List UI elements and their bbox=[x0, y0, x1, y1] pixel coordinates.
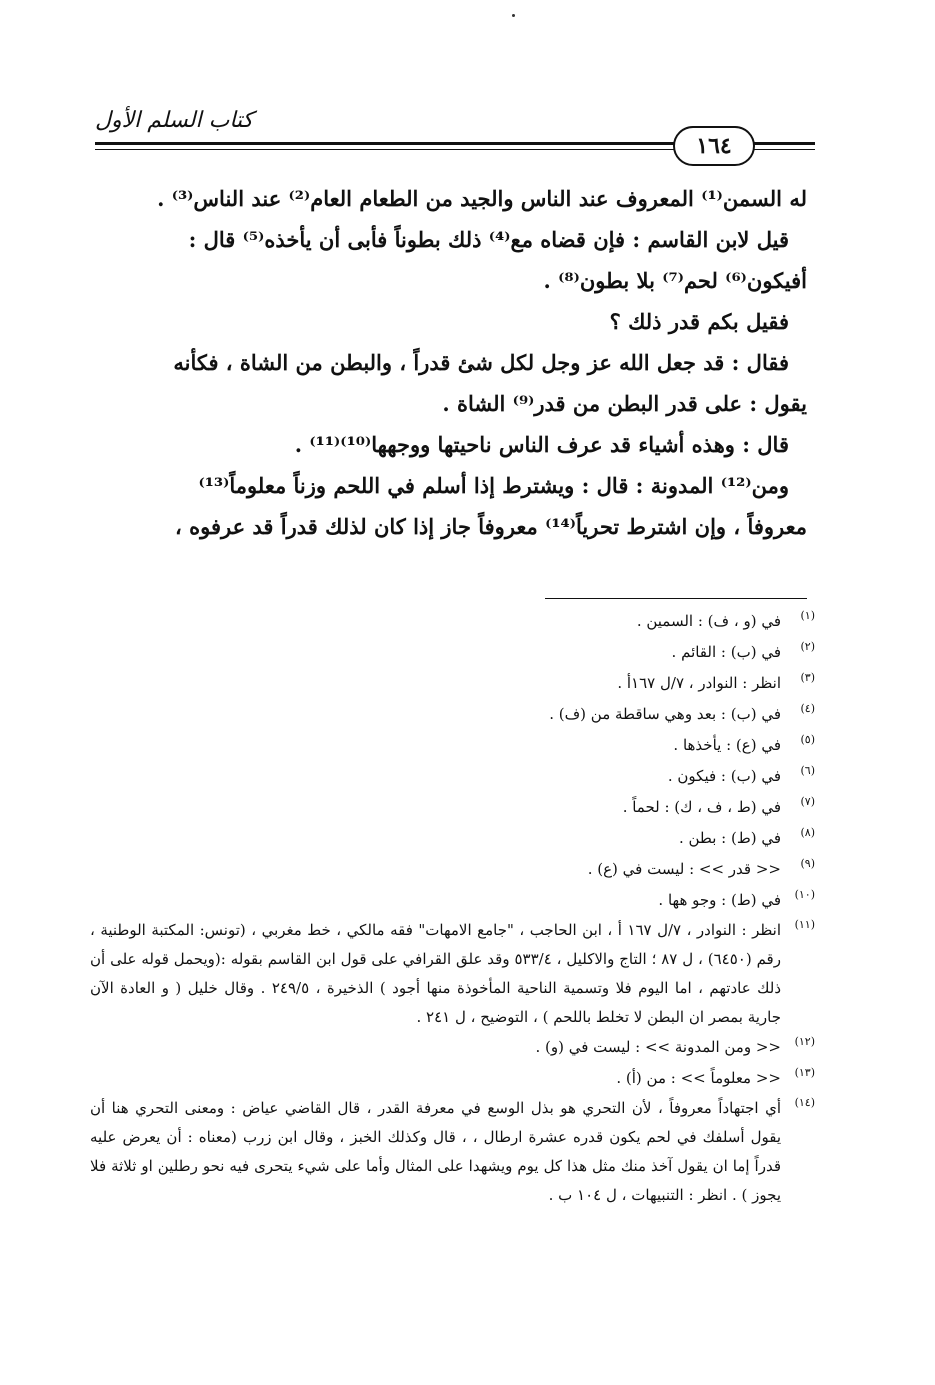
book-title: كتاب السلم الأول bbox=[95, 108, 254, 133]
footnote bbox=[90, 761, 815, 792]
footnote-text: في (ط ، ف ، ك) : لحماً . bbox=[622, 798, 781, 816]
footnote-text: انظر : النوادر ، ٧/ل ١٦٧ أ ، ابن الحاجب ، "جامع الامهات" فقه مالكي ، خط مغربي ، (تونس: المكتبة الوطنية ، رقم (٦٤٥٠) ، ل ٨٧ ؛ التاج والاكليل ، ٥٣٣/٤ وقد علق القرافي على قول ابن القاسم بقوله :(ويحمل قوله على أن ذلك عادتهم ، اما اليوم فلا وتسمية الناحية المأخوذة منها أجود ) الذخيرة ، ٢٤٩/٥ . وقال خليل ( و العادة الآن جارية بمصر ان البطن لا تخلط باللحم ) ، التوضيح ، ل ٢٤١ . bbox=[90, 921, 782, 1026]
footnote-number: (٦) bbox=[800, 764, 815, 777]
footnote-number: (٤) bbox=[800, 702, 815, 715]
footnote bbox=[90, 854, 815, 885]
footnote-number: (١٢) bbox=[794, 1035, 815, 1048]
body-line: له السمن⁽¹⁾ المعروف عند الناس والجيد من الطعام العام⁽²⁾ عند الناس⁽³⁾ . bbox=[157, 186, 807, 211]
footnote bbox=[90, 885, 815, 916]
footnote bbox=[90, 637, 815, 668]
page-number: ١٦٤ bbox=[673, 126, 755, 166]
footnote-text: في (ع) : يأخذها . bbox=[673, 736, 781, 754]
footnote bbox=[90, 1032, 815, 1063]
footnote bbox=[90, 916, 815, 1032]
footnote-number: (٣) bbox=[800, 671, 815, 684]
body-line: قال : وهذه أشياء قد عرف الناس ناحيتها ووجهها⁽¹⁰⁾⁽¹¹⁾ . bbox=[294, 432, 789, 457]
footnote-number: (٥) bbox=[800, 733, 815, 746]
footnote-number: (١) bbox=[800, 609, 815, 622]
footnote bbox=[90, 1094, 815, 1210]
footnote-text: في (ب) : فيكون . bbox=[667, 767, 781, 785]
footnote-text: في (و ، ف) : السمين . bbox=[636, 612, 781, 630]
footnote bbox=[90, 823, 815, 854]
footnote bbox=[90, 730, 815, 761]
footnote-number: (٨) bbox=[800, 826, 815, 839]
footnote-text: أي اجتهاداً معروفاً ، لأن التحري هو بذل الوسع في معرفة القدر ، قال القاضي عياض : ومعنى التحري هنا أن يقول أسلفك في لحم يكون قدره عشرة ارطال ، ، قال وكذلك الخبز ، وقال ابن زرب (معناه : أن يعرض عليه قدراً إما ان يقول آخذ منك مثل هذا كل يوم ويشهدا على المثال وأما على شيء يتحرى فيه نحو رطلين او ثلاثة فلا يجوز ) . انظر : التنبيهات ، ل ١٠٤ ب . bbox=[90, 1099, 781, 1204]
footnote-text: في (ب) : القائم . bbox=[671, 643, 781, 661]
footnote bbox=[90, 792, 815, 823]
body-line: أفيكون⁽⁶⁾ لحم⁽⁷⁾ بلا بطون⁽⁸⁾ . bbox=[543, 268, 807, 293]
footnote bbox=[90, 699, 815, 730]
body-line: فقيل بكم قدر ذلك ؟ bbox=[609, 309, 789, 334]
footnote-text: << معلوماً >> : من (أ) . bbox=[616, 1069, 781, 1087]
footnote-number: (١٣) bbox=[794, 1066, 815, 1079]
footnote-text: انظر : النوادر ، ٧/ل ١٦٧أ . bbox=[617, 674, 781, 692]
footnote-number: (١٠) bbox=[794, 888, 815, 901]
footnote-text: << ومن المدونة >> : ليست في (و) . bbox=[535, 1038, 781, 1056]
footnote-separator bbox=[545, 598, 807, 599]
body-line: فقال : قد جعل الله عز وجل لكل شئ قدراً ، والبطن من الشاة ، فكأنه bbox=[173, 350, 789, 375]
body-line: يقول : على قدر البطن من قدر⁽⁹⁾ الشاة . bbox=[442, 391, 807, 416]
footnote-number: (١٤) bbox=[794, 1096, 815, 1109]
footnote-text: في (ط) : بطن . bbox=[678, 829, 781, 847]
footnote-text: في (ط) : وجو هها . bbox=[658, 891, 781, 909]
footnote bbox=[90, 1063, 815, 1094]
scan-speck bbox=[512, 14, 515, 17]
body-line: ومن⁽¹²⁾ المدونة : قال : ويشترط إذا أسلم في اللحم وزناً معلوماً⁽¹³⁾ bbox=[198, 473, 789, 498]
footnote bbox=[90, 606, 815, 637]
main-text bbox=[95, 178, 807, 547]
footnotes bbox=[90, 606, 815, 1210]
footnote-number: (١١) bbox=[794, 918, 815, 931]
footnote-text: في (ب) : بعد وهي ساقطة من (ف) . bbox=[549, 705, 781, 723]
body-line: قيل لابن القاسم : فإن قضاه مع⁽⁴⁾ ذلك بطوناً فأبى أن يأخذه⁽⁵⁾ قال : bbox=[188, 227, 789, 252]
footnote-number: (٢) bbox=[800, 640, 815, 653]
footnote-text: << قدر >> : ليست في (ع) . bbox=[587, 860, 781, 878]
footnote bbox=[90, 668, 815, 699]
footnote-number: (٧) bbox=[800, 795, 815, 808]
body-line: معروفاً ، وإن اشترط تحرياً⁽¹⁴⁾ معروفاً جاز إذا كان لذلك قدراً قد عرفوه ، bbox=[175, 514, 807, 539]
footnote-number: (٩) bbox=[800, 857, 815, 870]
page-header bbox=[95, 108, 815, 160]
